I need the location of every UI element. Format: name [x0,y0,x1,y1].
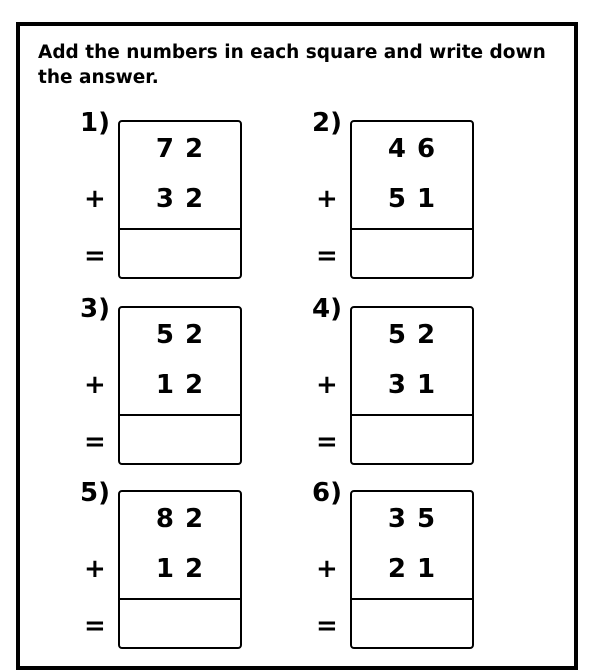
top-number: 3 5 [387,504,437,534]
equals-sign: = [84,427,106,457]
bottom-number: 5 1 [387,184,437,214]
problem-number: 3) [80,294,110,324]
problem-number: 2) [312,108,342,138]
problem-1 [80,108,280,290]
plus-sign: + [84,370,106,400]
top-number: 7 2 [155,134,205,164]
bottom-number: 1 2 [155,554,205,584]
top-number: 5 2 [155,320,205,350]
bottom-number: 3 2 [155,184,205,214]
problem-number: 6) [312,478,342,508]
equals-sign: = [316,241,338,271]
problem-number: 5) [80,478,110,508]
plus-sign: + [316,370,338,400]
instructions-text: Add the numbers in each square and write down the answer. [38,42,546,88]
problem-4 [312,294,512,476]
problem-6 [312,478,512,660]
answer-field[interactable] [120,230,240,277]
addition-box [118,490,242,649]
top-number: 4 6 [387,134,437,164]
problem-3 [80,294,280,476]
addition-box [350,490,474,649]
bottom-number: 1 2 [155,370,205,400]
equals-sign: = [84,241,106,271]
addition-box [118,306,242,465]
answer-field[interactable] [352,230,472,277]
top-number: 5 2 [387,320,437,350]
problem-number: 1) [80,108,110,138]
plus-sign: + [84,184,106,214]
problem-2 [312,108,512,290]
addition-box [350,306,474,465]
equals-sign: = [316,427,338,457]
answer-field[interactable] [120,416,240,463]
addition-box [350,120,474,279]
plus-sign: + [84,554,106,584]
bottom-number: 3 1 [387,370,437,400]
addition-box [118,120,242,279]
problem-5 [80,478,280,660]
equals-sign: = [316,611,338,641]
bottom-number: 2 1 [387,554,437,584]
plus-sign: + [316,184,338,214]
answer-field[interactable] [120,600,240,647]
problem-number: 4) [312,294,342,324]
plus-sign: + [316,554,338,584]
answer-field[interactable] [352,600,472,647]
answer-field[interactable] [352,416,472,463]
top-number: 8 2 [155,504,205,534]
equals-sign: = [84,611,106,641]
